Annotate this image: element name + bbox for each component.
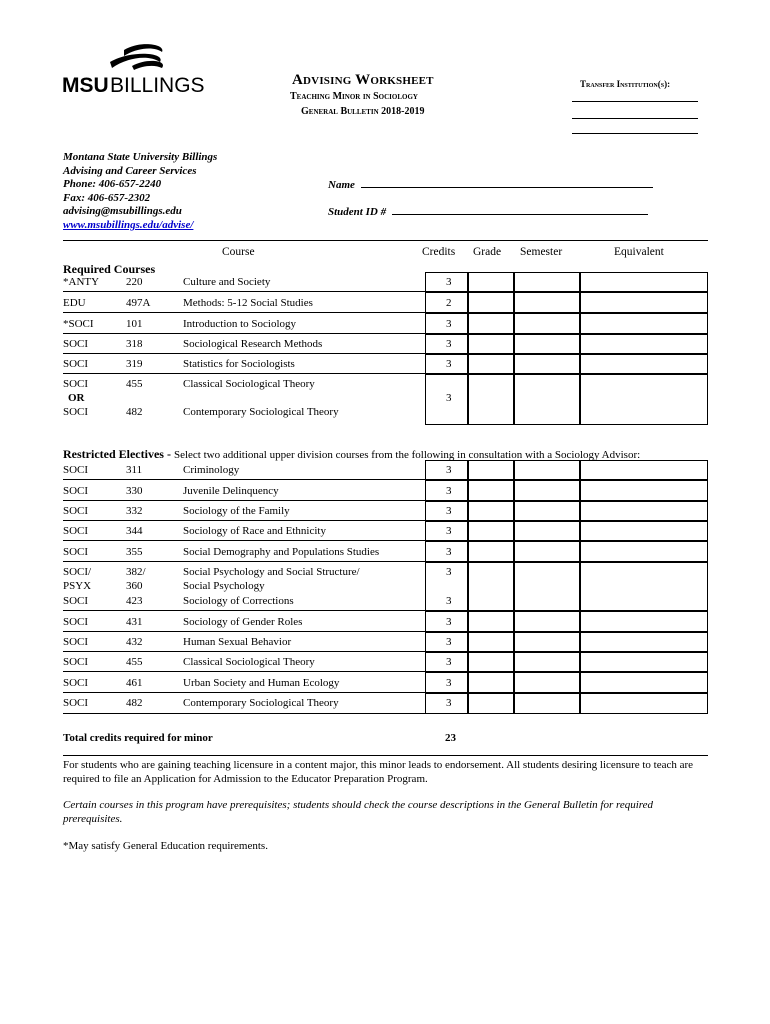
- entry-cell[interactable]: [468, 480, 514, 501]
- entry-cell[interactable]: [468, 313, 514, 334]
- dept: SOCI: [63, 406, 89, 418]
- course-title: Classical Sociological Theory: [183, 656, 315, 668]
- entry-cell[interactable]: [468, 354, 514, 374]
- course-title: Human Sexual Behavior: [183, 636, 292, 648]
- course-number: 455: [126, 378, 143, 390]
- entry-cell[interactable]: [580, 672, 708, 693]
- entry-cell[interactable]: [580, 480, 708, 501]
- entry-cell[interactable]: [468, 632, 514, 652]
- dept: *ANTY: [63, 276, 100, 288]
- entry-cell[interactable]: [514, 632, 580, 652]
- course-number: 423: [126, 595, 143, 607]
- entry-cell[interactable]: [514, 480, 580, 501]
- entry-cell[interactable]: [580, 632, 708, 652]
- course-number: 382/: [126, 566, 146, 578]
- credits: 3: [446, 616, 452, 628]
- course-title: Social Demography and Populations Studies: [183, 546, 380, 558]
- course-number: 332: [126, 505, 143, 517]
- entry-cell[interactable]: [514, 541, 580, 562]
- restricted-electives-heading: [63, 447, 640, 462]
- header-semester: Semester: [520, 246, 563, 258]
- name-field[interactable]: [328, 177, 653, 191]
- entry-cell[interactable]: [468, 541, 514, 562]
- name-label: Name: [328, 179, 355, 191]
- course-number: 318: [126, 338, 143, 350]
- course-title: Statistics for Sociologists: [183, 358, 295, 370]
- contact-phone: Phone: 406-657-2240: [63, 178, 162, 191]
- elective-multi-row: [63, 566, 708, 610]
- row-divider: [63, 671, 425, 672]
- contact-info: [63, 151, 217, 233]
- entry-cell[interactable]: [580, 292, 708, 313]
- dept: SOCI: [63, 636, 89, 648]
- student-id-field[interactable]: [328, 204, 648, 218]
- entry-cell[interactable]: [514, 292, 580, 313]
- dept: SOCI: [63, 616, 89, 628]
- dept: SOCI: [63, 697, 89, 709]
- credits: 3: [446, 505, 452, 517]
- course-number: 431: [126, 616, 143, 628]
- bulletin-subtitle: General Bulletin 2018-2019: [301, 106, 425, 117]
- dept: SOCI: [63, 358, 89, 370]
- msu-billings-logo: [62, 42, 212, 98]
- row-divider: [63, 631, 425, 632]
- program-subtitle: Teaching Minor in Sociology: [290, 91, 418, 102]
- entry-cell[interactable]: [514, 272, 580, 292]
- credits: 3: [446, 656, 452, 668]
- entry-cell[interactable]: [468, 334, 514, 354]
- course-title: Criminology: [183, 464, 240, 476]
- header-equivalent: Equivalent: [614, 246, 664, 258]
- course-number: 360: [126, 580, 143, 592]
- entry-cell[interactable]: [514, 693, 580, 714]
- dept: SOCI: [63, 525, 89, 537]
- entry-cell[interactable]: [580, 501, 708, 521]
- transfer-line-2[interactable]: [572, 118, 698, 119]
- required-courses-heading: Required Courses: [63, 262, 156, 276]
- page-title: Advising Worksheet: [292, 72, 434, 88]
- entry-cell[interactable]: [580, 521, 708, 541]
- entry-cell[interactable]: [580, 611, 708, 632]
- course-title: Social Psychology: [183, 580, 265, 592]
- footer-rule: [63, 755, 708, 756]
- licensure-note: For students who are gaining teaching licensure in a content major, this minor leads to endorsement. All students desiring licensure to teach are required to file an Application for Admission to the Educator Preparation Program.: [63, 759, 694, 785]
- student-id-label: Student ID #: [328, 206, 387, 218]
- entry-cell[interactable]: [468, 611, 514, 632]
- entry-cell[interactable]: [514, 313, 580, 334]
- prerequisites-note: Certain courses in this program have prerequisites; students should check the course descriptions in the General Bulletin for required prerequisites.: [63, 799, 654, 825]
- entry-cell[interactable]: [514, 672, 580, 693]
- table-header-rule: [63, 240, 708, 241]
- entry-cell[interactable]: [580, 272, 708, 292]
- course-title: Contemporary Sociological Theory: [183, 697, 339, 709]
- credits: 3: [446, 566, 452, 578]
- course-title: Culture and Society: [183, 276, 271, 288]
- course-title: Contemporary Sociological Theory: [183, 406, 339, 418]
- header-course: Course: [222, 246, 255, 258]
- contact-office: Advising and Career Services: [63, 164, 197, 177]
- entry-cell[interactable]: [514, 334, 580, 354]
- dept: SOCI: [63, 677, 89, 689]
- credits: 2: [446, 297, 452, 309]
- credits: 3: [446, 595, 452, 607]
- entry-cell[interactable]: [514, 652, 580, 672]
- course-number: 319: [126, 358, 143, 370]
- student-id-input-line[interactable]: [392, 204, 648, 215]
- dept: *SOCI: [63, 318, 94, 330]
- course-number: 482: [126, 406, 143, 418]
- credits: 3: [446, 485, 452, 497]
- course-title: Methods: 5-12 Social Studies: [183, 297, 313, 309]
- entry-cell[interactable]: [468, 272, 514, 292]
- dept: EDU: [63, 297, 86, 309]
- credits: 3: [446, 697, 452, 709]
- entry-cell[interactable]: [580, 541, 708, 562]
- course-number: 461: [126, 677, 143, 689]
- credits: 3: [446, 358, 452, 370]
- dept: PSYX: [63, 580, 92, 592]
- course-title: Social Psychology and Social Structure/: [183, 566, 360, 578]
- course-title: Sociology of Gender Roles: [183, 616, 303, 628]
- course-number: 344: [126, 525, 143, 537]
- row-divider: [63, 353, 425, 354]
- entry-cell[interactable]: [468, 460, 514, 480]
- row-divider: [63, 479, 425, 480]
- course-title: Sociology of Race and Ethnicity: [183, 525, 326, 537]
- dept: SOCI: [63, 464, 89, 476]
- dept: SOCI: [63, 485, 89, 497]
- restricted-title: Restricted Electives -: [63, 447, 174, 461]
- course-number: 355: [126, 546, 143, 558]
- course-title: Juvenile Delinquency: [183, 485, 279, 497]
- entry-cell[interactable]: [514, 354, 580, 374]
- dept: SOCI/: [63, 566, 92, 578]
- course-title: Sociology of the Family: [183, 505, 290, 517]
- course-title: Sociology of Corrections: [183, 595, 294, 607]
- transfer-line-3[interactable]: [572, 133, 698, 134]
- entry-cell[interactable]: [580, 693, 708, 714]
- svg-text:BILLINGS: BILLINGS: [110, 74, 205, 97]
- name-input-line[interactable]: [361, 177, 653, 188]
- row-divider: [63, 333, 425, 334]
- row-divider: [63, 713, 425, 714]
- dept: SOCI: [63, 378, 89, 390]
- entry-cell[interactable]: [514, 460, 580, 480]
- dept: SOCI: [63, 656, 89, 668]
- course-title: Sociological Research Methods: [183, 338, 323, 350]
- entry-cell[interactable]: [580, 313, 708, 334]
- credits: 3: [446, 677, 452, 689]
- credits: 3: [446, 276, 452, 288]
- contact-university: Montana State University Billings: [63, 151, 218, 163]
- course-number: 101: [126, 318, 143, 330]
- credits: 3: [446, 338, 452, 350]
- course-title: Introduction to Sociology: [183, 318, 297, 330]
- entry-cell[interactable]: [580, 460, 708, 480]
- or-label: OR: [68, 392, 85, 404]
- entry-cell[interactable]: [580, 354, 708, 374]
- entry-cell[interactable]: [514, 521, 580, 541]
- entry-cell[interactable]: [468, 292, 514, 313]
- contact-fax: Fax: 406-657-2302: [63, 191, 151, 204]
- course-title: Urban Society and Human Ecology: [183, 677, 340, 689]
- row-divider: [63, 312, 425, 313]
- advise-link[interactable]: www.msubillings.edu/advise/: [63, 218, 194, 231]
- entry-cell[interactable]: [468, 672, 514, 693]
- restricted-note: Select two additional upper division courses from the following in consultation with a Sociology Advisor:: [173, 449, 641, 461]
- entry-cell[interactable]: [468, 693, 514, 714]
- dept: SOCI: [63, 546, 89, 558]
- credits: 3: [446, 546, 452, 558]
- entry-cell[interactable]: [580, 652, 708, 672]
- course-number: 497A: [126, 297, 151, 309]
- row-divider: [63, 651, 425, 652]
- credits: 3: [446, 318, 452, 330]
- row-divider: [63, 500, 425, 501]
- row-divider: [63, 373, 425, 374]
- entry-cell[interactable]: [468, 652, 514, 672]
- entry-cell[interactable]: [468, 501, 514, 521]
- header-credits: Credits: [422, 246, 456, 258]
- course-number: 220: [126, 276, 143, 288]
- required-or-row: [63, 378, 708, 423]
- entry-cell[interactable]: [514, 501, 580, 521]
- dept: SOCI: [63, 338, 89, 350]
- contact-email: advising@msubillings.edu: [63, 205, 182, 218]
- course-number: 311: [126, 464, 143, 476]
- credits: 3: [446, 464, 452, 476]
- entry-cell[interactable]: [514, 611, 580, 632]
- dept: SOCI: [63, 595, 89, 607]
- course-number: 432: [126, 636, 143, 648]
- course-number: 455: [126, 656, 143, 668]
- dept: SOCI: [63, 505, 89, 517]
- row-divider: [63, 520, 425, 521]
- course-number: 330: [126, 485, 143, 497]
- header-grade: Grade: [473, 246, 502, 258]
- row-divider: [63, 291, 425, 292]
- row-divider: [63, 692, 425, 693]
- credits: 3: [446, 525, 452, 537]
- course-title: Classical Sociological Theory: [183, 378, 315, 390]
- total-credits-label: Total credits required for minor: [63, 732, 213, 744]
- credits: 3: [446, 392, 452, 404]
- entry-cell[interactable]: [580, 334, 708, 354]
- row-divider: [63, 561, 425, 562]
- row-divider: [63, 540, 425, 541]
- entry-cell[interactable]: [468, 521, 514, 541]
- credits: 3: [446, 636, 452, 648]
- svg-text:MSU: MSU: [62, 74, 109, 97]
- total-credits-value: 23: [445, 732, 456, 744]
- transfer-line-1[interactable]: [572, 101, 698, 102]
- row-divider: [63, 610, 425, 611]
- transfer-institution-label: Transfer Institution(s):: [580, 79, 671, 89]
- course-number: 482: [126, 697, 143, 709]
- gen-ed-note: *May satisfy General Education requirements.: [63, 840, 268, 852]
